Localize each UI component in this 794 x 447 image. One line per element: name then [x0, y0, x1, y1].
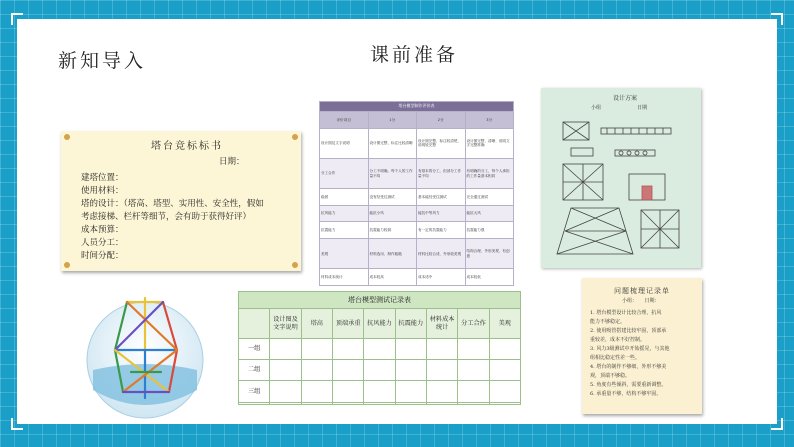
eval-cell: 材料比较合适、外形较美观: [417, 239, 466, 269]
pin-icon: [64, 134, 70, 140]
record-cell[interactable]: [395, 402, 426, 404]
design-sketch-sheet: [541, 88, 701, 268]
eval-row: [320, 269, 514, 286]
record-row: [239, 381, 521, 402]
record-cell[interactable]: [489, 339, 520, 360]
record-cell[interactable]: [364, 339, 395, 360]
eval-cell: 基本能经受住测试: [417, 189, 466, 206]
card-line: 使用材料：: [81, 186, 124, 196]
problem-line: 2. 使用吸管搭建比较牢固，顶部承: [590, 328, 667, 334]
record-cell[interactable]: [395, 339, 426, 360]
section-heading-preparation: 课前准备: [370, 44, 459, 66]
eval-col-header: 1分: [368, 112, 417, 129]
record-cell[interactable]: [301, 339, 332, 360]
record-col-header: 美观: [489, 309, 520, 339]
problem-line: 1. 塔台模型设计比较合理，抗风: [590, 310, 662, 316]
eval-cell: 成本适中: [417, 269, 466, 286]
eval-cell: 有一定的抗震能力: [417, 222, 466, 239]
record-cell[interactable]: [301, 360, 332, 381]
problem-line: 5. 角度有些倾斜，需要重新调整。: [590, 382, 667, 388]
eval-cell: 结构合理、外形美观、有创意: [465, 239, 514, 269]
record-cell[interactable]: [426, 339, 457, 360]
pin-icon: [292, 262, 298, 268]
card-date-label: 日期：: [219, 157, 245, 167]
eval-cell: 美观: [320, 239, 369, 269]
tower-model-image: [85, 280, 205, 420]
record-cell[interactable]: [270, 381, 301, 402]
eval-cell: 能抗小风: [368, 205, 417, 222]
record-row-label: 一组: [239, 339, 270, 360]
record-col-header: 顶端承重: [332, 309, 363, 339]
record-cell[interactable]: [301, 402, 332, 404]
eval-cell: 抗震能力: [320, 222, 369, 239]
pin-icon: [292, 134, 298, 140]
sketch-title: 设计方案: [613, 95, 638, 102]
evaluation-table: [319, 101, 514, 286]
eval-row: [320, 189, 514, 206]
record-row: [239, 360, 521, 381]
eval-col-header: 2分: [417, 112, 466, 129]
eval-col-header: 评价项目: [320, 112, 369, 129]
problem-line: 组相比稳定性差一些。: [590, 355, 641, 361]
pin-icon: [64, 262, 70, 268]
record-row: [239, 402, 521, 404]
record-col-header: [239, 309, 270, 339]
record-table-title: 塔台模型测试记录表: [239, 292, 521, 309]
problem-line: 3. 风力3级测试中开始摇晃，与其他: [590, 346, 670, 352]
eval-cell: 抗震能力强: [465, 222, 514, 239]
card-title: 塔台竞标标书: [151, 141, 223, 152]
record-row: [239, 339, 521, 360]
record-cell[interactable]: [458, 339, 489, 360]
record-cell[interactable]: [332, 360, 363, 381]
card-line: 塔的设计：（塔高、塔型、实用性、安全性，假如: [81, 199, 264, 209]
record-cell[interactable]: [301, 381, 332, 402]
record-cell[interactable]: [270, 402, 301, 404]
record-cell[interactable]: [426, 381, 457, 402]
problem-line: 观，顶端不够稳。: [590, 373, 631, 379]
eval-cell: 设计图及文字说明: [320, 128, 369, 158]
eval-cell: 材料成本统计: [320, 269, 369, 286]
eval-row: [320, 222, 514, 239]
eval-cell: 完全通过测试: [465, 189, 514, 206]
bid-document-card: [61, 131, 301, 271]
tower-sketch-drawing: [541, 88, 701, 268]
eval-cell: 没有经受住测试: [368, 189, 417, 206]
record-row-label: 二组: [239, 360, 270, 381]
record-col-header: 材料成本统计: [426, 309, 457, 339]
record-cell[interactable]: [395, 360, 426, 381]
record-cell[interactable]: [426, 360, 457, 381]
eval-cell: 分工合作: [320, 158, 369, 188]
record-col-header: 设计图及文字说明: [270, 309, 301, 339]
record-cell[interactable]: [364, 381, 395, 402]
eval-cell: 稳固: [320, 189, 369, 206]
eval-cell: 有明确的分工，每个人承担的工作量基本相同: [465, 158, 514, 188]
eval-cell: 抗震能力较弱: [368, 222, 417, 239]
record-cell[interactable]: [489, 381, 520, 402]
eval-row: [320, 205, 514, 222]
sketch-group-label: 小组: [591, 105, 602, 111]
corner-mark: [11, 418, 23, 430]
card-line: 时间分配：: [81, 251, 124, 261]
record-col-header: 塔高: [301, 309, 332, 339]
test-record-table: [238, 291, 521, 405]
eval-cell: 能抗大风: [465, 205, 514, 222]
problem-card-title: 问题梳理记录单: [614, 287, 670, 295]
record-cell[interactable]: [364, 402, 395, 404]
eval-cell: 设计图完整、清晰、说明文字完整准确: [465, 128, 514, 158]
eval-row: [320, 128, 514, 158]
record-col-header: 分工合作: [458, 309, 489, 339]
card-line: 成本预算：: [81, 225, 124, 235]
eval-cell: 成本较高: [368, 269, 417, 286]
eval-cell: 有基本的分工，但部分工作量不均: [417, 158, 466, 188]
record-cell[interactable]: [332, 402, 363, 404]
record-cell[interactable]: [489, 402, 520, 404]
record-row-label: [239, 402, 270, 404]
eval-cell: 设计图完整、标注比较清晰: [368, 128, 417, 158]
problem-card-meta: 小组： 日期：: [622, 298, 660, 304]
eval-table-title: 塔台模型制作评价表: [320, 102, 514, 112]
record-row-label: 三组: [239, 381, 270, 402]
tower-model-illustration: [85, 280, 205, 420]
record-cell[interactable]: [395, 381, 426, 402]
record-cell[interactable]: [364, 360, 395, 381]
eval-col-header: 3分: [465, 112, 514, 129]
eval-cell: 能抗中等风力: [417, 205, 466, 222]
record-cell[interactable]: [458, 360, 489, 381]
eval-cell: 抗风能力: [320, 205, 369, 222]
problem-line: 4. 塔台的制作不够细，外形不够美: [590, 364, 667, 370]
card-line: 建塔位置：: [81, 173, 124, 183]
eval-row: [320, 239, 514, 269]
eval-cell: 材料选用、制作粗糙: [368, 239, 417, 269]
record-cell[interactable]: [270, 360, 301, 381]
problem-line: 能力不够稳定。: [590, 319, 626, 325]
record-cell[interactable]: [458, 402, 489, 404]
corner-mark: [771, 418, 783, 430]
corner-mark: [771, 13, 783, 25]
record-cell[interactable]: [458, 381, 489, 402]
section-heading-intro: 新知导入: [58, 50, 147, 72]
record-col-header: 抗震能力: [395, 309, 426, 339]
record-cell[interactable]: [332, 381, 363, 402]
record-col-header: 抗风能力: [364, 309, 395, 339]
record-cell[interactable]: [426, 402, 457, 404]
corner-mark: [11, 13, 23, 25]
eval-row: [320, 158, 514, 188]
record-cell[interactable]: [332, 339, 363, 360]
record-cell[interactable]: [270, 339, 301, 360]
eval-cell: 分工不明确，每个人的工作量不均: [368, 158, 417, 188]
sketch-date-label: 日期: [637, 105, 648, 111]
record-cell[interactable]: [489, 360, 520, 381]
problem-line: 重较差，成本不好控制。: [590, 337, 646, 343]
card-line: 考虑接梯、栏杆等细节，会有助于获得好评）: [81, 212, 252, 222]
card-line: 人员分工：: [81, 238, 124, 248]
problem-line: 6. 承重量不够，结构不够牢固。: [590, 391, 662, 397]
eval-cell: 成本较低: [465, 269, 514, 286]
problem-record-card: [582, 278, 702, 414]
eval-cell: 设计图完整，标注较清楚，说明较完整: [417, 128, 466, 158]
